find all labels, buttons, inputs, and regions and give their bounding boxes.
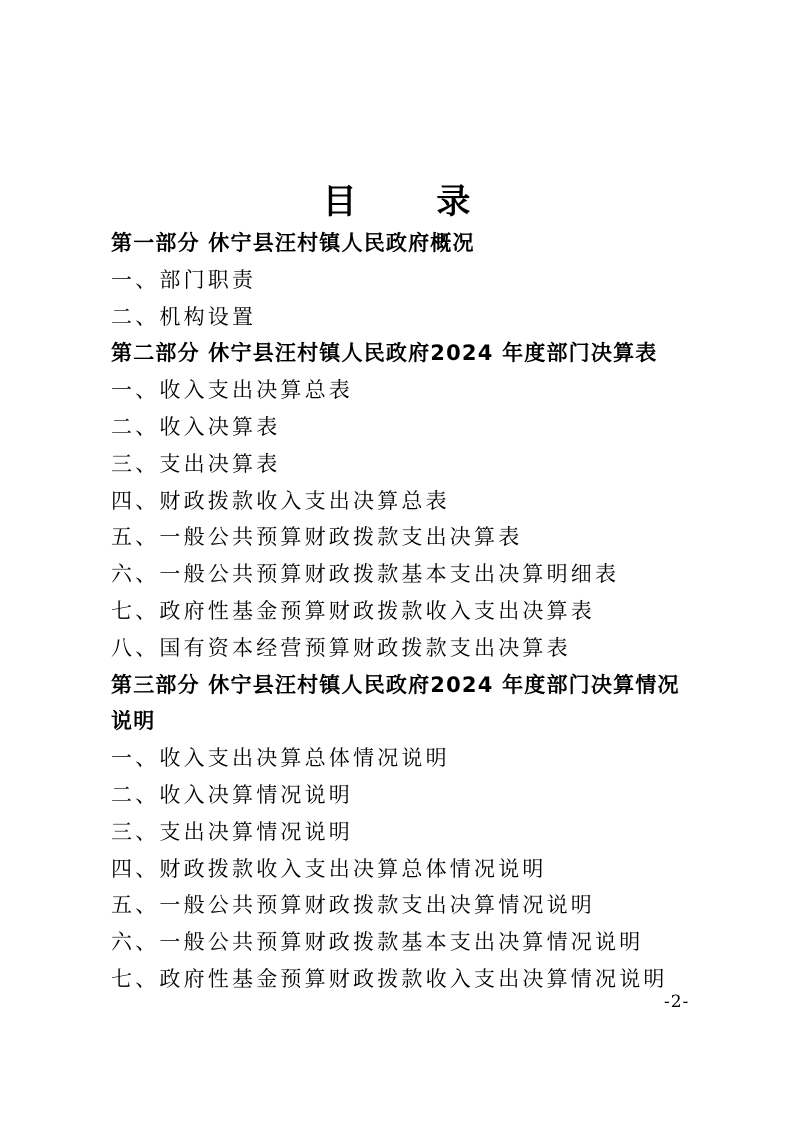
toc-item[interactable]: 一、收入支出决算总表 [111,378,353,403]
toc-item[interactable]: 六、一般公共预算财政拨款基本支出决算明细表 [111,562,620,587]
toc-item[interactable]: 二、收入决算情况说明 [111,782,353,807]
toc-item[interactable]: 一、部门职责 [111,267,257,292]
table-of-contents [111,225,711,998]
toc-part-2-heading[interactable]: 第二部分 休宁县汪村镇人民政府2024 年度部门决算表 [111,341,658,366]
toc-part-1-heading[interactable]: 第一部分 休宁县汪村镇人民政府概况 [111,231,475,255]
toc-item[interactable]: 三、支出决算情况说明 [111,819,353,844]
toc-item[interactable]: 七、政府性基金预算财政拨款收入支出决算情况说明 [111,966,668,991]
toc-item[interactable]: 一、收入支出决算总体情况说明 [111,746,450,771]
toc-item[interactable]: 八、国有资本经营预算财政拨款支出决算表 [111,635,571,660]
toc-item[interactable]: 五、一般公共预算财政拨款支出决算表 [111,525,523,550]
toc-item[interactable]: 三、支出决算表 [111,451,281,476]
page-title: 目 录 [322,182,505,222]
toc-item[interactable]: 六、一般公共预算财政拨款基本支出决算情况说明 [111,930,644,955]
page-number: -2- [664,992,690,1012]
toc-item[interactable]: 二、机构设置 [111,304,257,329]
toc-item[interactable]: 四、财政拨款收入支出决算总体情况说明 [111,856,547,881]
toc-part-3-heading[interactable]: 第三部分 休宁县汪村镇人民政府2024 年度部门决算情况说明 [111,672,680,734]
toc-item[interactable]: 二、收入决算表 [111,414,281,439]
toc-item[interactable]: 五、一般公共预算财政拨款支出决算情况说明 [111,893,595,918]
toc-item[interactable]: 七、政府性基金预算财政拨款收入支出决算表 [111,598,595,623]
toc-item[interactable]: 四、财政拨款收入支出决算总表 [111,488,450,513]
